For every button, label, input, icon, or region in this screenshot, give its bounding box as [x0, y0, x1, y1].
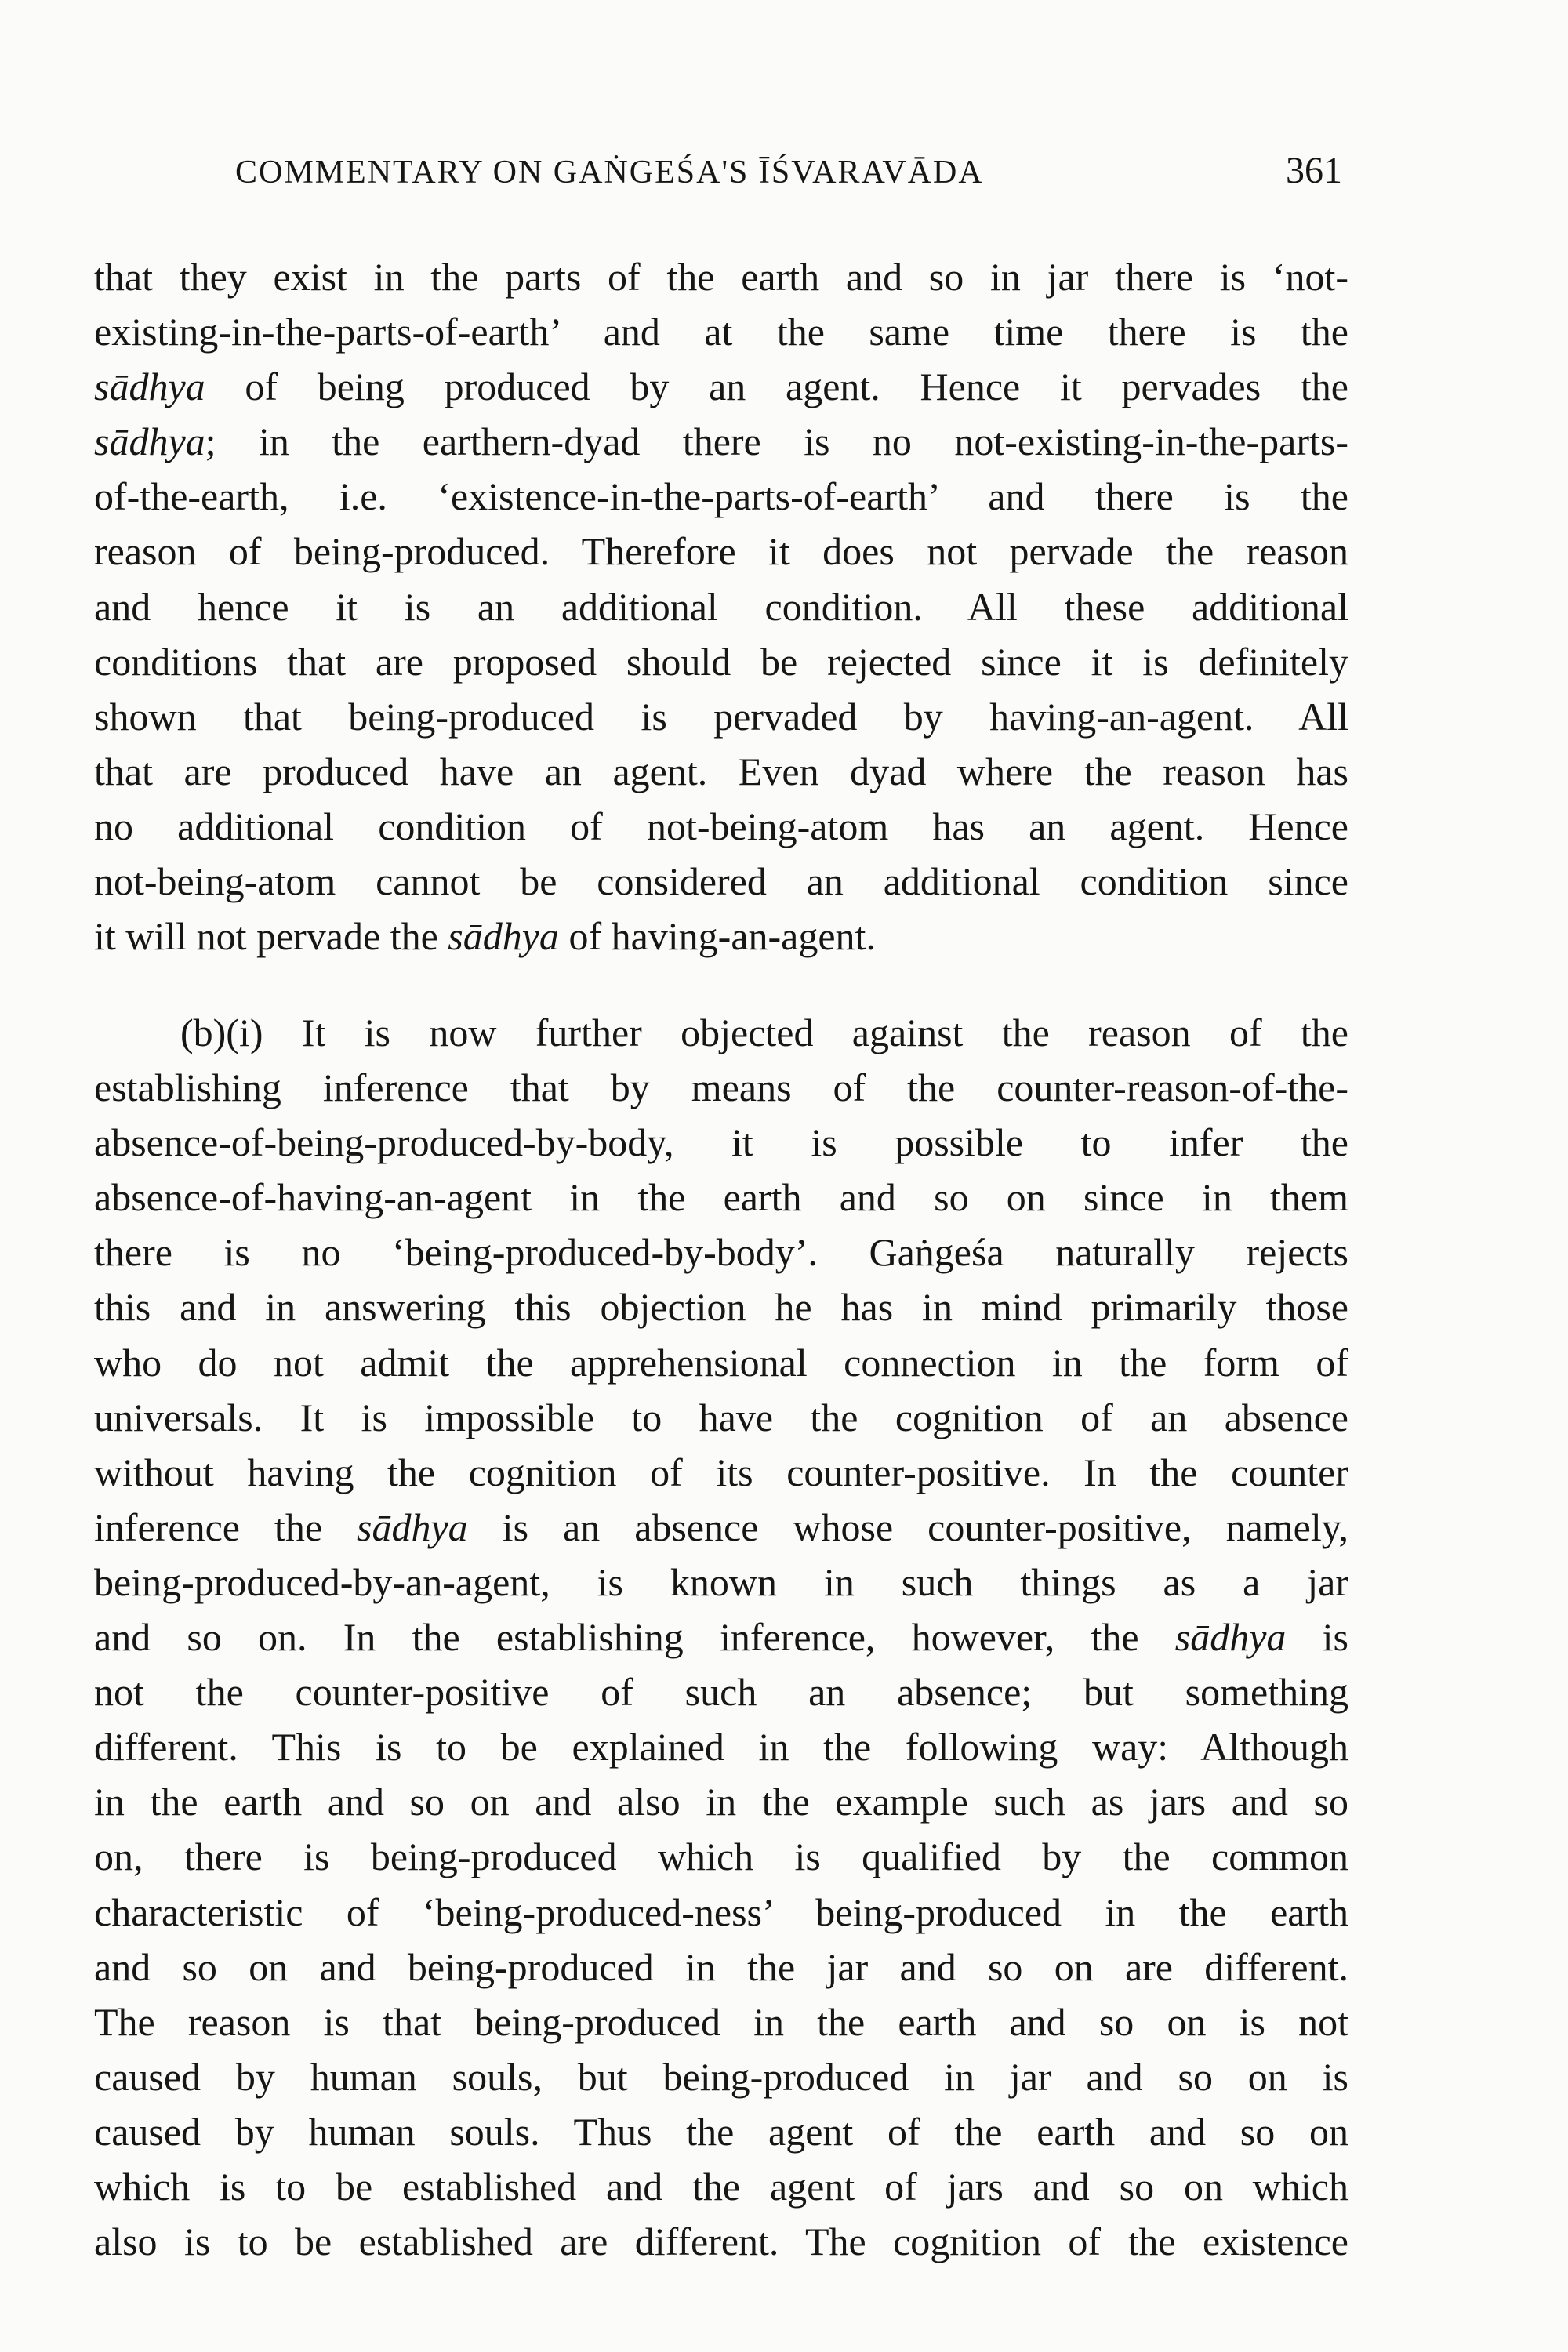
running-title: COMMENTARY ON GAṄGEŚA'S ĪŚVARAVĀDA — [235, 154, 984, 191]
page-number: 361 — [1286, 150, 1342, 191]
text-line — [94, 909, 1348, 964]
text-line: there is no ‘being-produced-by-body’. Gaṅgeśa naturally rejects — [94, 1230, 1348, 1275]
text-line: not the counter-positive of such an absence; but something — [94, 1670, 1348, 1715]
text-line: establishing inference that by means of the counter-reason-of-the- — [94, 1065, 1348, 1110]
text-line: shown that being-produced is pervaded by having-an-agent. All — [94, 694, 1348, 739]
text-line: no additional condition of not-being-atom has an agent. Hence — [94, 804, 1348, 848]
paragraph-2 — [94, 1005, 1348, 2269]
italic-term: sādhya — [448, 914, 559, 959]
text-line: characteristic of ‘being-produced-ness’ being-produced in the earth — [94, 1889, 1348, 1934]
text-line: absence-of-having-an-agent in the earth and so on since in them — [94, 1175, 1348, 1220]
text-line: conditions that are proposed should be rejected since it is definitely — [94, 639, 1348, 684]
text-line: that are produced have an agent. Even dyad where the reason has — [94, 749, 1348, 793]
text-line: absence-of-being-produced-by-body, it is possible to infer the — [94, 1120, 1348, 1165]
text-line: which is to be established and the agent of jars and so on which — [94, 2164, 1348, 2209]
text-segment: and so on. In the establishing inference, however, the — [94, 1615, 1175, 1660]
text-line — [94, 359, 1348, 414]
text-line: being-produced-by-an-agent, is known in such things as a jar — [94, 1559, 1348, 1604]
italic-term: sādhya — [94, 365, 205, 409]
text-line: of-the-earth, i.e. ‘existence-in-the-parts-of-earth’ and there is the — [94, 474, 1348, 519]
text-segment: of having-an-agent. — [558, 914, 876, 959]
italic-term: sādhya — [94, 419, 205, 464]
text-segment: inference the — [94, 1504, 358, 1549]
italic-term: sādhya — [357, 1504, 468, 1549]
text-segment: ; in the earthern-dyad there is no not-existing-in-the-parts- — [205, 419, 1348, 464]
text-line: caused by human souls, but being-produced in jar and so on is — [94, 2054, 1348, 2099]
text-line: not-being-atom cannot be considered an additional condition since — [94, 859, 1348, 904]
text-line — [94, 1500, 1348, 1555]
text-line — [94, 1610, 1348, 1664]
text-line: on, there is being-produced which is qualified by the common — [94, 1835, 1348, 1879]
paragraph-1 — [94, 249, 1348, 964]
text-line: and so on and being-produced in the jar and so on are different. — [94, 1944, 1348, 1989]
text-line: universals. It is impossible to have the cognition of an absence — [94, 1395, 1348, 1439]
text-segment: it will not pervade the — [94, 914, 448, 959]
text-line: caused by human souls. Thus the agent of the earth and so on — [94, 2109, 1348, 2154]
text-line: this and in answering this objection he has in mind primarily those — [94, 1285, 1348, 1330]
text-line: reason of being-produced. Therefore it does not pervade the reason — [94, 529, 1348, 574]
italic-term: sādhya — [1174, 1615, 1287, 1660]
text-line: also is to be established are different. The cognition of the existence — [94, 2220, 1348, 2264]
text-line — [94, 414, 1348, 469]
text-segment: is an absence whose counter-positive, namely, — [467, 1504, 1348, 1549]
text-line: who do not admit the apprehensional connection in the form of — [94, 1340, 1348, 1385]
text-line: and hence it is an additional condition. All these additional — [94, 584, 1348, 629]
text-line: The reason is that being-produced in the earth and so on is not — [94, 1999, 1348, 2044]
text-line: (b)(i) It is now further objected against the reason of the — [180, 1011, 1348, 1054]
text-segment: of being produced by an agent. Hence it pervades the — [205, 365, 1348, 409]
text-segment: is — [1286, 1615, 1348, 1660]
text-line: in the earth and so on and also in the example such as jars and so — [94, 1780, 1348, 1824]
text-line: without having the cognition of its counter-positive. In the counter — [94, 1450, 1348, 1494]
text-line: different. This is to be explained in the following way: Although — [94, 1725, 1348, 1769]
text-line: existing-in-the-parts-of-earth’ and at the same time there is the — [94, 310, 1348, 354]
text-line: that they exist in the parts of the earth and so in jar there is ‘not- — [94, 255, 1348, 299]
